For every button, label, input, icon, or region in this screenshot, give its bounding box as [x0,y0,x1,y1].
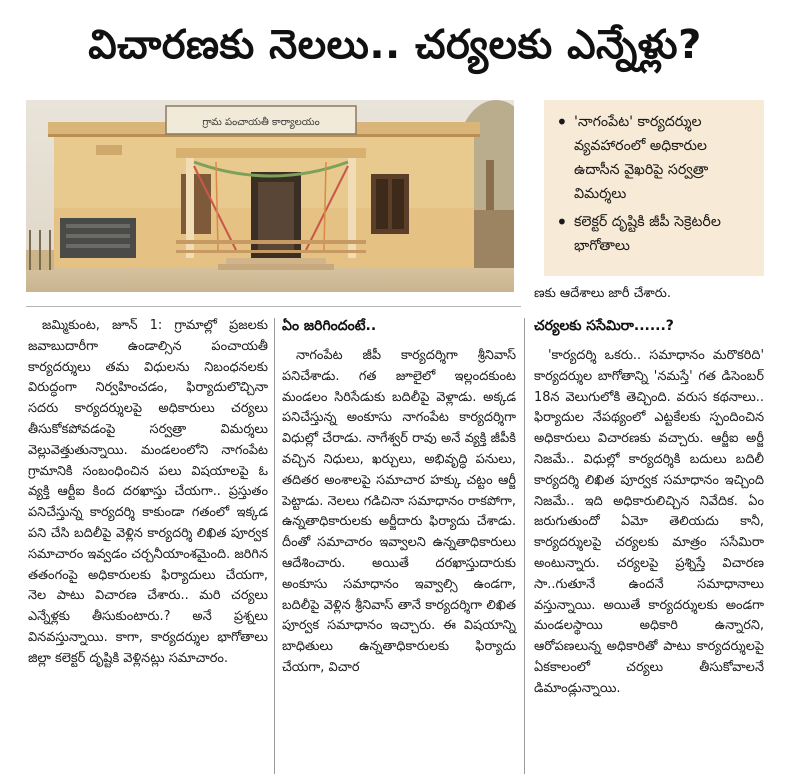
column-3-continuation-text: ణకు ఆదేశాలు జారీ చేశారు. [534,286,671,301]
column-3 [534,346,764,700]
column-divider [274,318,275,774]
column-divider [524,318,525,774]
headline: విచారణకు నెలలు.. చర్యలకు ఎన్నేళ్లు? [88,22,702,68]
column-1 [28,316,268,670]
panchayat-building-photo [26,100,514,292]
highlights-box [544,100,764,276]
highlight-item: • కలెక్టర్ దృష్టికి జీపీ సెక్రెటరీల భాగోతాలు [554,210,756,258]
column-1-body: జమ్మికుంట, జూన్ 1: గ్రామాల్లో ప్రజలకు జవాబుదారీగా ఉండాల్సిన పంచాయతీ కార్యదర్శులు తమ విధులను నిబంధనలకు విరుద్ధంగా నిర్వహించడం, ఫిర్యాదులొచ్చినా సదరు కార్యదర్శులపై అధికారులు చర్యలు తీసుకోకపోవడంపై సర్వత్రా విమర్శలు వెల్లువెత్తుతున్నాయి. మండలంలోని నాగంపేట గ్రామానికి సంబంధించిన పలు విషయాలపై ఓ వ్యక్తి ఆర్టీఐ కింద దరఖాస్తు చేయగా.. ప్రస్తుతం పనిచేస్తున్న కార్యదర్శి కాకుండా గతంలో ఇక్కడ పని చేసి బదిలీపై వెళ్లిన కార్యదర్శి లిఖిత పూర్వక సమాచారం ఇవ్వడం చర్చనీయాంశమైంది. జరిగిన తతంగంపై అధికారులకు ఫిర్యాదులు చేయగా, నెల పాటు విచారణ చేశారు.. మరి చర్యలు ఎన్నేళ్లకు తీసుకుంటారు.? అనే ప్రశ్నలు వినవస్తున్నాయి. కాగా, కార్యదర్శుల భాగోతాలు జిల్లా కలెక్టర్ దృష్టికి వెళ్లినట్లు సమాచారం. [28,318,268,666]
building-illustration [26,100,514,292]
column-2-subhead: ఏం జరిగిందంటే.. [282,318,377,334]
photo-divider [26,306,521,307]
column-3-continuation [534,284,764,305]
highlights-list [554,110,756,258]
highlight-item: • 'నాగంపేట' కార్యదర్శుల వ్యవహారంలో అధికారుల ఉదాసీన వైఖరిపై సర్వత్రా విమర్శలు [554,110,756,206]
column-2-body: నాగంపేట జీపీ కార్యదర్శిగా శ్రీనివాస్ పనిచేశాడు. గత జూలైలో ఇల్లందకుంట మండలం సిరిసేడుకు బదిలీపై వెళ్లాడు. అక్కడ పనిచేస్తున్న అంకూసు నాగంపేట కార్యదర్శిగా విధుల్లో చేరాడు. నాగేశ్వర్ రావు అనే వ్యక్తి జీపీకి వచ్చిన నిధులు, ఖర్చులు, అభివృద్ధి పనులు, తదితర అంశాలపై సమాచార హక్కు చట్టం ఆర్జీ పెట్టాడు. నెలలు గడిచినా సమాధానం రాకపోగా, ఉన్నతాధికారులకు అర్జీదారు ఫిర్యాదు చేశాడు. దీంతో సమాచారం ఇవ్వాలని ఉన్నతాధికారులు ఆదేశించారు. అయితే దరఖాస్తుదారుకు అంకూసు సమాధానం ఇవ్వాల్సి ఉండగా, బదిలీపై వెళ్లిన శ్రీనివాస్ తానే కార్యదర్శిగా లిఖిత పూర్వక సమాధానం ఇచ్చారు. ఈ విషయాన్ని బాధితులు ఉన్నతాధికారులకు ఫిర్యాదు చేయగా, విచార [282,348,516,675]
column-3-body: 'కార్యదర్శి ఒకరు.. సమాధానం మరొకరిది' కార్యదర్శుల బాగోతాన్ని 'నమస్తే' గత డిసెంబర్ 18న వెలుగులోకి తెచ్చింది. వరుస కథనాలు.. ఫిర్యాదుల నేపథ్యంలో ఎట్టకేలకు స్పందించిన అధికారులు విచారణకు వచ్చారు. ఆర్జీఐ అర్జీ నిజమే.. విధుల్లో కార్యదర్శికి బదులు బదిలీ కార్యదర్శి లిఖిత పూర్వక సమాధానం ఇచ్చింది నిజమే.. ఇది అధికారులిచ్చిన నివేదిక. ఏం జరుగుతుందో ఏమో తెలియదు కానీ, కార్యదర్శులపై చర్యలకు మాత్రం ససేమిరా అంటున్నారు. చర్యలపై ప్రశ్నిస్తే విచారణ సా..గుతూనే ఉందనే సమాధానాలు వస్తున్నాయి. అయితే కార్యదర్శులకు అండగా మండలస్థాయి అధికారి ఉన్నారని, ఆరోపణలున్న అధికారితో పాటు కార్యదర్శులపై ఏకకాలంలో చర్యలు తీసుకోవాలనే డిమాండ్లున్నాయి. [534,348,764,696]
sign-board-text: గ్రామ పంచాయతీ కార్యాలయం [202,117,320,128]
column-3-subhead: చర్యలకు ససేమిరా......? [534,318,674,334]
column-2 [282,346,516,679]
